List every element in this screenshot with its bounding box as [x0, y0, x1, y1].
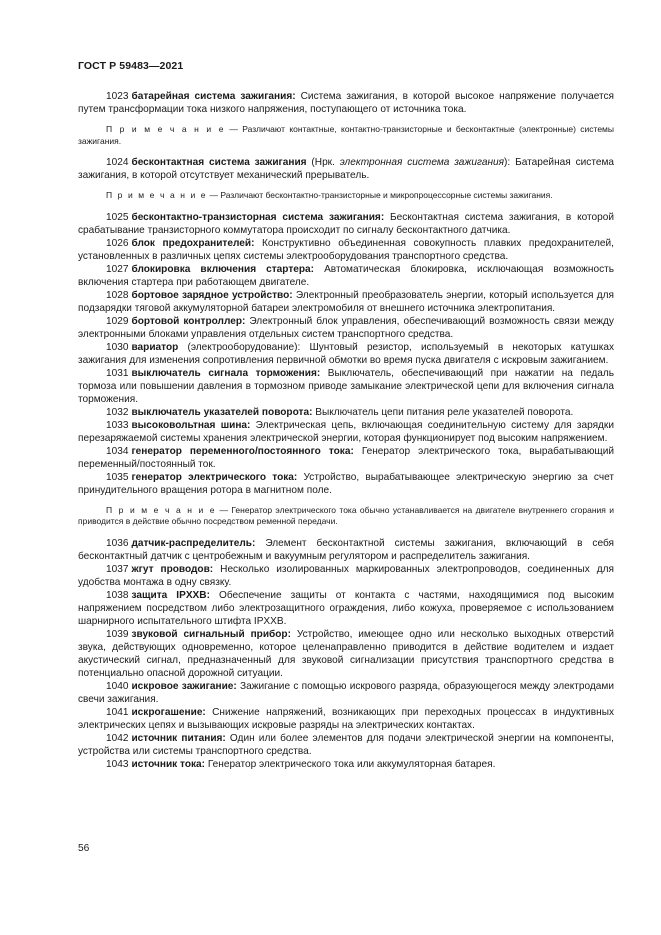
- term-1038: 1038 защита IPXXB: Обеспечение защиты от контакта с частями, находящимися под высоким напряжением посредством либо электрозащитного ограждения, либо кожуха, проверяемое с использованием шарнирного испытательного штифта IPXXB.: [78, 589, 615, 627]
- note-1035: П р и м е ч а н и е — Генератор электрического тока обычно устанавливается на двигателе внутреннего сгорания и приводится в действие обычно посредством ременной передачи.: [78, 504, 614, 526]
- term-1034: 1034 генератор переменного/постоянного тока: Генератор электрического тока, вырабатывающий переменный/постоянный ток.: [78, 445, 614, 470]
- note-1024: П р и м е ч а н и е — Различают бесконтактно-транзисторные и микропроцессорные системы зажигания.: [106, 190, 553, 200]
- term-1025: 1025 бесконтактно-транзисторная система зажигания: Бесконтактная система зажигания, в которой срабатывание транзисторного коммутатора происходит по сигналу бесконтактного датчика.: [78, 211, 614, 236]
- term-1023: 1023 батарейная система зажигания: Система зажигания, в которой высокое напряжение получается путем трансформации тока низкого напряжения, поступающего от источника тока.: [78, 91, 614, 115]
- term-1027: 1027 блокировка включения стартера: Автоматическая блокировка, исключающая возможность включения стартера при работающем двигателе.: [78, 263, 615, 288]
- standard-header: ГОСТ Р 59483—2021: [78, 60, 184, 72]
- term-1033: 1033 высоковольтная шина: Электрическая цепь, включающая соединительную систему для зарядки перезаряжаемой системы хранения электрической энергии, которая функционирует под высоким напряжением.: [78, 419, 614, 444]
- term-1037: 1037 жгут проводов: Несколько изолированных маркированных электропроводов, соединенных для удобства монтажа в одну связку.: [78, 563, 614, 588]
- term-1026: 1026 блок предохранителей: Конструктивно объединенная совокупность плавких предохранителей, установленных в различных цепях системы электрооборудования транспортного средства.: [78, 237, 614, 262]
- page-number: 56: [78, 843, 90, 854]
- term-1024: 1024 бесконтактная система зажигания (Нрк. электронная система зажигания): Батарейная система зажигания, в которой отсутствует механический прерыватель.: [78, 157, 615, 181]
- term-1040: 1040 искровое зажигание: Зажигание с помощью искрового разряда, образующегося между электродами свечи зажигания.: [78, 680, 614, 705]
- term-1028: 1028 бортовое зарядное устройство: Электронный преобразователь энергии, который используется для подзарядки тяговой аккумуляторной батареи электромобиля от внешнего источника электропитания.: [78, 289, 614, 314]
- term-1029: 1029 бортовой контроллер: Электронный блок управления, обеспечивающий возможность связи между электронными блоками управления отдельных систем транспортного средства.: [78, 315, 614, 340]
- terms-content: [78, 90, 614, 771]
- note-1023: П р и м е ч а н и е — Различают контактные, контактно-транзисторные и бесконтактные (электронные) системы зажигания.: [78, 124, 614, 146]
- term-1032: 1032 выключатель указателей поворота: Выключатель цепи питания реле указателей поворота.: [106, 406, 574, 418]
- term-1031: 1031 выключатель сигнала торможения: Выключатель, обеспечивающий при нажатии на педаль тормоза или повышении давления в тормозном приводе замыкание электрической цепи для включения сигнала торможения.: [78, 367, 614, 405]
- term-1041: 1041 искрогашение: Снижение напряжений, возникающих при переходных процессах в индуктивных электрических цепях и вызывающих искровые разряды на электрических контактах.: [78, 706, 614, 731]
- term-1036: 1036 датчик-распределитель: Элемент бесконтактной системы зажигания, включающий в себя бесконтактный датчик с центробежным и вакуумным регулятором и распределитель зажигания.: [78, 537, 614, 562]
- term-1042: 1042 источник питания: Один или более элементов для подачи электрической энергии на компоненты, устройства или системы транспортного средства.: [78, 732, 614, 757]
- term-1039: 1039 звуковой сигнальный прибор: Устройство, имеющее одно или несколько выходных отверстий звука, действующих одновременно, которое целенаправленно приводится в действие водителем и издает акустический сигнал, предназначенный для звуковой сигнализации присутствия транспортного средства в потенциально опасной дорожной ситуации.: [78, 628, 614, 679]
- term-1043: 1043 источник тока: Генератор электрического тока или аккумуляторная батарея.: [106, 758, 496, 770]
- term-1030: 1030 вариатор (электрооборудование): Шунтовый резистор, используемый в некоторых катушках зажигания для изменения сопротивления первичной обмотки во время пуска двигателя с искровым зажиганием.: [78, 341, 614, 366]
- term-1035: 1035 генератор электрического тока: Устройство, вырабатывающее электрическую энергию за счет принудительного вращения ротора в магнитном поле.: [78, 471, 614, 496]
